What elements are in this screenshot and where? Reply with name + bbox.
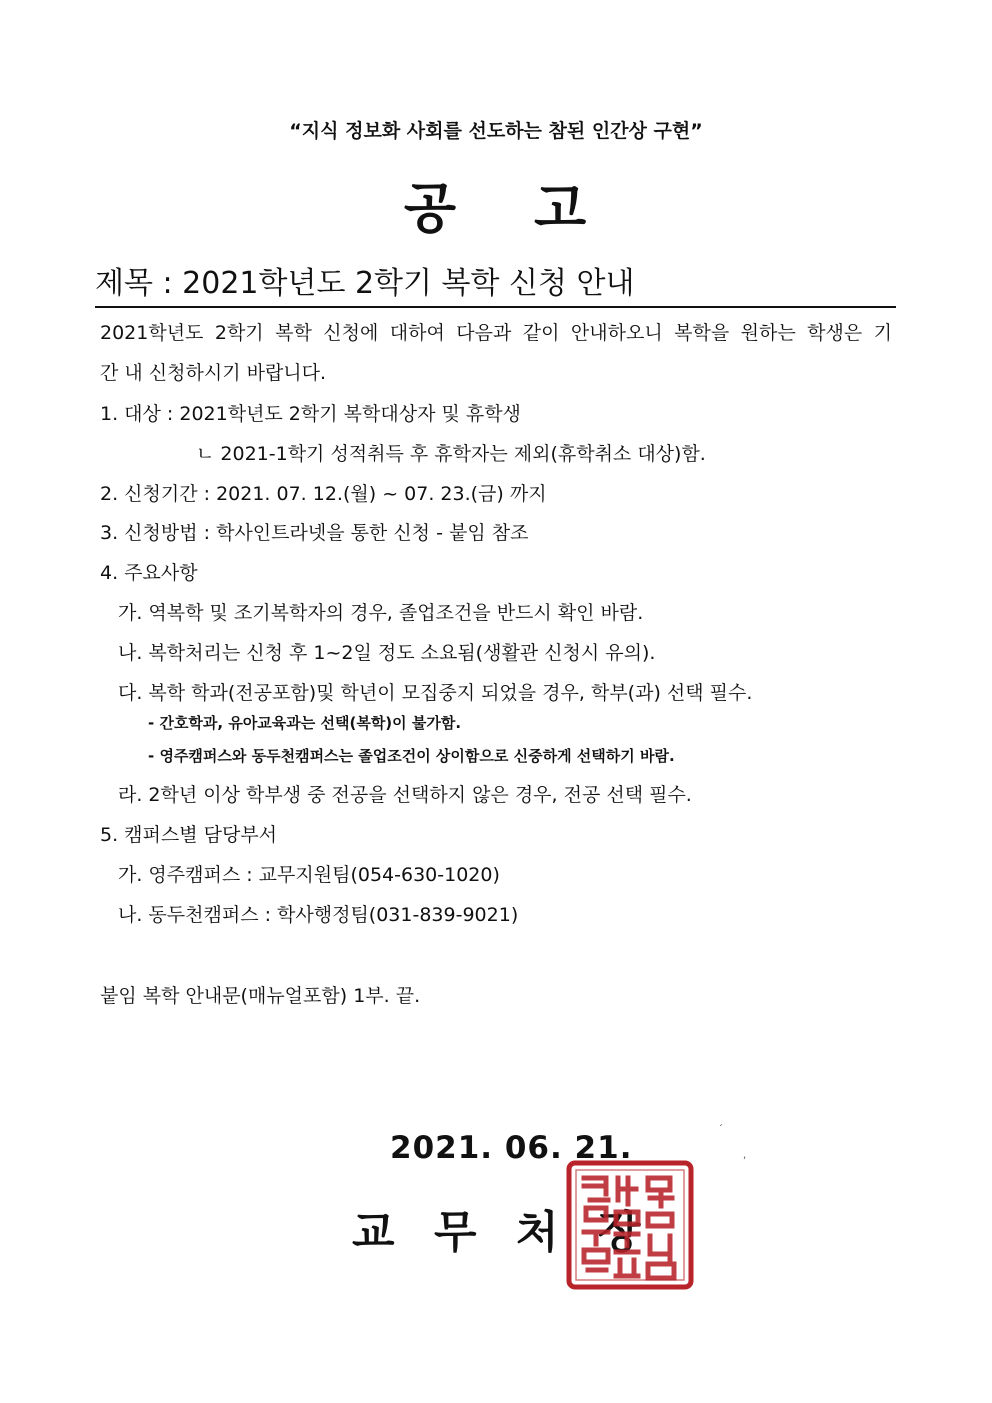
item-method: 3. 신청방법 : 학사인트라넷을 통한 신청 - 붙임 참조: [100, 522, 529, 544]
note-c-sub: - 영주캠퍼스와 동두천캠퍼스는 졸업조건이 상이함으로 신중하게 선택하기 바람.: [148, 747, 675, 765]
office-char: 교: [352, 1207, 395, 1258]
note-a: 가. 역복학 및 조기복학자의 경우, 졸업조건을 반드시 확인 바람.: [118, 602, 644, 624]
note-d: 라. 2학년 이상 학부생 중 전공을 선택하지 않은 경우, 전공 선택 필수.: [118, 784, 692, 806]
scan-mark: ´: [718, 1124, 723, 1135]
attachment-line: 붙임 복학 안내문(매뉴얼포함) 1부. 끝.: [100, 985, 421, 1007]
intro-line: 2021학년도 2학기 복학 신청에 대하여 다음과 같이 안내하오니 복학을 원하는 학생은 기: [100, 322, 892, 344]
note-b: 나. 복학처리는 신청 후 1~2일 정도 소요됨(생활관 신청시 유의).: [118, 642, 656, 664]
note-c: 다. 복학 학과(전공포함)및 학년이 모집중지 되었을 경우, 학부(과) 선택 필수.: [118, 682, 753, 704]
office-char: 장: [598, 1207, 641, 1258]
heading-char: 공: [403, 177, 458, 240]
notice-date: 2021. 06. 21.: [390, 1130, 633, 1166]
notice-heading: [0, 166, 992, 243]
item-target-note: ㄴ 2021-1학기 성적취득 후 휴학자는 제외(휴학취소 대상)함.: [196, 443, 706, 465]
notice-title: 제목 : 2021학년도 2학기 복학 신청 안내: [95, 258, 896, 308]
scan-mark: ,: [743, 1150, 747, 1161]
note-c-sub: - 간호학과, 유아교육과는 선택(복학)이 불가함.: [148, 714, 462, 732]
item-period: 2. 신청기간 : 2021. 07. 12.(월) ~ 07. 23.(금) 까지: [100, 483, 547, 505]
office-char: 무: [434, 1207, 477, 1258]
item-target: 1. 대상 : 2021학년도 2학기 복학대상자 및 휴학생: [100, 403, 521, 425]
dept-b: 나. 동두천캠퍼스 : 학사행정팀(031-839-9021): [118, 904, 519, 926]
item-dept-title: 5. 캠퍼스별 담당부서: [100, 824, 278, 846]
item-notes-title: 4. 주요사항: [100, 562, 198, 584]
heading-char: 고: [534, 177, 589, 240]
dept-a: 가. 영주캠퍼스 : 교무지원팀(054-630-1020): [118, 864, 500, 886]
intro-line: 간 내 신청하시기 바랍니다.: [100, 362, 327, 384]
official-seal-stamp: [566, 1160, 694, 1290]
slogan: “지식 정보화 사회를 선도하는 참된 인간상 구현”: [289, 120, 703, 142]
office-char: 처: [516, 1207, 559, 1258]
